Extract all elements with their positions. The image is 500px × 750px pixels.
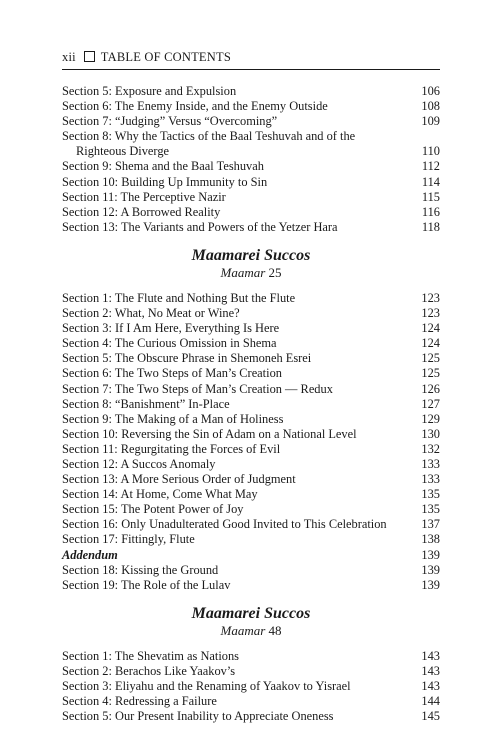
toc-entry[interactable] [62, 472, 440, 487]
entry-page: 123 [421, 306, 440, 321]
entry-page: 125 [421, 366, 440, 381]
maamar-number: 25 [268, 264, 282, 280]
entry-title: Section 9: The Making of a Man of Holiness [62, 411, 284, 426]
entry-title: Section 1: The Shevatim as Nations [62, 648, 240, 663]
entry-page: 135 [421, 502, 440, 517]
entry-title: Section 9: Shema and the Baal Teshuvah [62, 159, 264, 174]
entry-page: 108 [421, 99, 440, 114]
entry-page: 143 [421, 648, 440, 663]
entry-page: 139 [421, 577, 440, 592]
maamar-number: 48 [268, 622, 282, 638]
toc-entry[interactable] [62, 487, 440, 502]
entry-title: Righteous Diverge [76, 144, 170, 159]
toc-entry[interactable] [62, 517, 440, 532]
toc-entry[interactable] [62, 502, 440, 517]
toc-entry[interactable] [62, 114, 440, 129]
entry-title: Section 12: A Succos Anomaly [62, 456, 216, 471]
toc-block-maamar-25 [62, 291, 440, 593]
entry-title: Section 7: “Judging” Versus “Overcoming” [62, 114, 278, 129]
entry-page: 139 [421, 547, 440, 562]
entry-title: Section 5: Our Present Inability to Appreciate Oneness [62, 709, 334, 724]
entry-page: 125 [421, 351, 440, 366]
entry-page: 133 [421, 472, 440, 487]
entry-title: Section 7: The Two Steps of Man’s Creation — Redux [62, 381, 333, 396]
entry-title: Section 13: A More Serious Order of Judgment [62, 472, 296, 487]
section-subheading [62, 265, 440, 281]
toc-entry[interactable] [62, 679, 440, 694]
entry-title: Section 15: The Potent Power of Joy [62, 502, 244, 517]
entry-page: 106 [421, 84, 440, 98]
entry-title: Section 4: Redressing a Failure [62, 694, 217, 709]
toc-entry[interactable] [62, 427, 440, 442]
toc-entry[interactable] [62, 532, 440, 547]
entry-page: 109 [421, 114, 440, 129]
maamar-label: Maamar [220, 264, 266, 280]
toc-block-continued [62, 84, 440, 235]
section-subheading [62, 623, 440, 639]
entry-page: 110 [421, 144, 440, 159]
entry-title: Section 3: Eliyahu and the Renaming of Yaakov to Yisrael [62, 679, 351, 693]
entry-page: 143 [421, 663, 440, 678]
toc-entry[interactable] [62, 649, 440, 664]
entry-page: 139 [421, 562, 440, 577]
toc-entry[interactable] [62, 336, 440, 351]
toc-entry[interactable] [62, 664, 440, 679]
entry-page: 126 [421, 381, 440, 396]
square-icon [84, 51, 95, 62]
toc-entry[interactable] [62, 84, 440, 99]
toc-entry-continuation[interactable] [62, 144, 440, 159]
toc-block-maamar-48 [62, 649, 440, 724]
toc-entry-addendum[interactable] [62, 548, 440, 563]
entry-page: 116 [421, 204, 440, 219]
page-number: xii [62, 50, 76, 64]
entry-title: Section 14: At Home, Come What May [62, 487, 258, 502]
entry-title: Section 1: The Flute and Nothing But the Flute [62, 290, 296, 305]
entry-page: 133 [421, 456, 440, 471]
toc-entry[interactable] [62, 129, 440, 144]
entry-page: 123 [421, 290, 440, 305]
entry-title: Section 19: The Role of the Lulav [62, 577, 231, 592]
entry-title: Section 10: Reversing the Sin of Adam on a National Level [62, 426, 357, 441]
entry-page: 124 [421, 321, 440, 336]
toc-entry[interactable] [62, 190, 440, 205]
entry-title: Section 6: The Two Steps of Man’s Creation [62, 366, 282, 381]
maamar-label: Maamar [220, 622, 266, 638]
section-heading: Maamarei Succos [191, 246, 311, 264]
entry-title: Section 2: Berachos Like Yaakov’s [62, 663, 236, 678]
entry-page: 115 [421, 189, 440, 204]
running-title: TABLE OF CONTENTS [100, 50, 231, 64]
toc-entry[interactable] [62, 442, 440, 457]
toc-entry[interactable] [62, 578, 440, 593]
entry-title: Addendum [62, 547, 118, 562]
entry-page: 132 [421, 441, 440, 456]
entry-page: 143 [421, 679, 440, 693]
entry-title: Section 3: If I Am Here, Everything Is Here [62, 321, 280, 336]
entry-title: Section 11: Regurgitating the Forces of Evil [62, 441, 281, 456]
entry-page: 144 [421, 694, 440, 709]
entry-title: Section 13: The Variants and Powers of the Yetzer Hara [62, 219, 338, 234]
toc-entry[interactable] [62, 563, 440, 578]
toc-entry[interactable] [62, 205, 440, 220]
toc-entry[interactable] [62, 291, 440, 306]
entry-page: 130 [421, 426, 440, 441]
entry-title: Section 16: Only Unadulterated Good Invited to This Celebration [62, 517, 387, 532]
entry-page: 114 [421, 174, 440, 189]
toc-entry[interactable] [62, 397, 440, 412]
toc-entry[interactable] [62, 382, 440, 397]
toc-entry[interactable] [62, 321, 440, 336]
entry-page: 138 [421, 532, 440, 547]
header-rule [62, 69, 440, 70]
entry-title: Section 4: The Curious Omission in Shema [62, 336, 277, 351]
running-header [62, 50, 440, 65]
entry-title: Section 6: The Enemy Inside, and the Enemy Outside [62, 99, 328, 114]
entry-page: 118 [421, 219, 440, 234]
toc-entry[interactable] [62, 175, 440, 190]
toc-entry[interactable] [62, 694, 440, 709]
toc-entry[interactable] [62, 99, 440, 114]
entry-title: Section 17: Fittingly, Flute [62, 532, 195, 547]
toc-content [62, 84, 440, 724]
entry-title: Section 5: Exposure and Expulsion [62, 84, 237, 98]
toc-entry[interactable] [62, 351, 440, 366]
toc-entry[interactable] [62, 709, 440, 724]
toc-entry[interactable] [62, 366, 440, 381]
entry-page: 127 [421, 396, 440, 411]
entry-title: Section 18: Kissing the Ground [62, 562, 219, 577]
toc-entry[interactable] [62, 159, 440, 174]
toc-entry[interactable] [62, 306, 440, 321]
entry-page: 137 [421, 517, 440, 532]
entry-page: 145 [421, 709, 440, 724]
entry-page: 124 [421, 336, 440, 351]
entry-page: 129 [421, 411, 440, 426]
entry-title: Section 8: “Banishment” In-Place [62, 396, 230, 411]
entry-title: Section 5: The Obscure Phrase in Shemoneh Esrei [62, 351, 312, 366]
toc-entry[interactable] [62, 220, 440, 235]
toc-entry[interactable] [62, 412, 440, 427]
section-heading: Maamarei Succos [191, 604, 311, 622]
entry-page: 112 [421, 159, 440, 174]
entry-title: Section 8: Why the Tactics of the Baal Teshuvah and of the [62, 129, 356, 144]
entry-title: Section 11: The Perceptive Nazir [62, 189, 226, 204]
entry-title: Section 12: A Borrowed Reality [62, 204, 221, 219]
entry-title: Section 2: What, No Meat or Wine? [62, 306, 240, 321]
entry-title: Section 10: Building Up Immunity to Sin [62, 174, 268, 189]
toc-entry[interactable] [62, 457, 440, 472]
entry-page: 135 [421, 487, 440, 502]
